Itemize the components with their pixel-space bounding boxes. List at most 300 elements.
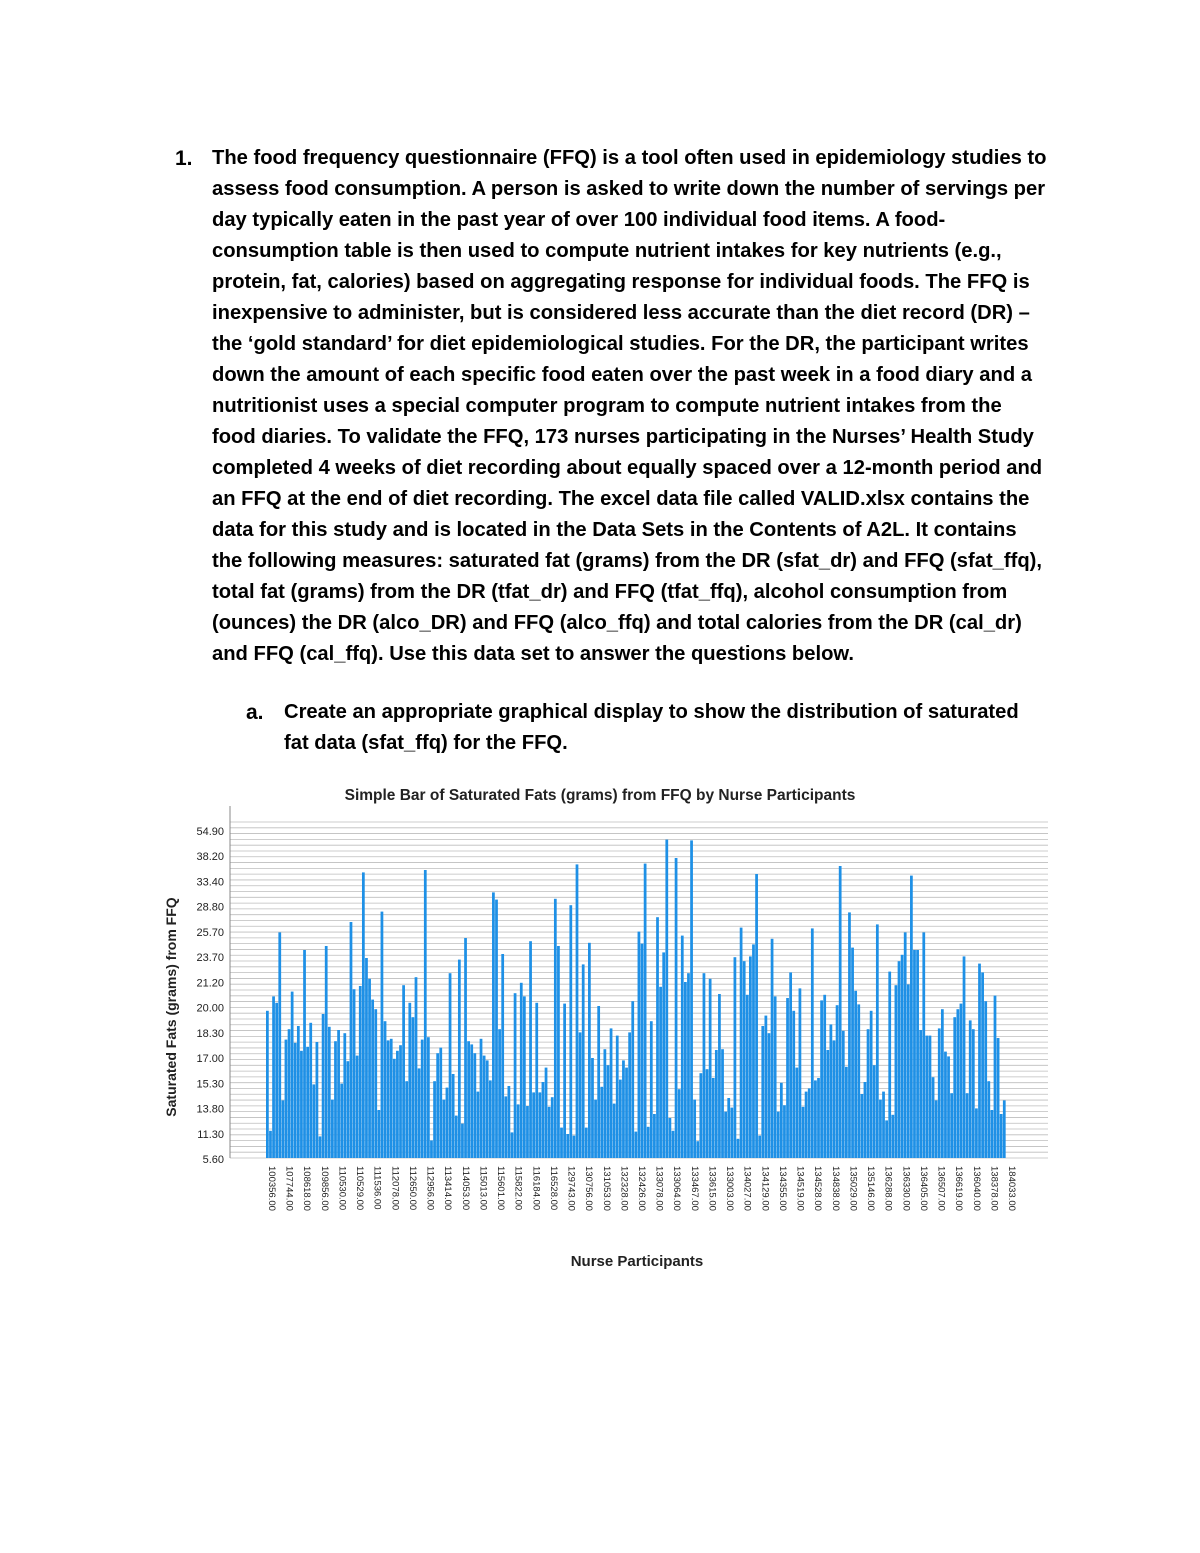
bar [393,1059,396,1158]
bar [616,1036,619,1158]
bar [703,973,706,1158]
bar [1000,1114,1003,1158]
bar [597,1006,600,1158]
bar [947,1056,950,1158]
bar [969,1020,972,1158]
bar [681,936,684,1158]
x-tick-label: 114053.00 [459,1166,471,1211]
question-line: food diaries. To validate the FFQ, 173 nurses participating in the Nurses’ Health Study [212,426,1034,448]
bar [907,984,910,1158]
x-tick-label: 136040.00 [970,1166,982,1211]
bar [356,1056,359,1158]
bar [870,1011,873,1158]
bar [427,1037,430,1158]
bar [545,1068,548,1158]
bar [563,1004,566,1158]
question-line: The food frequency questionnaire (FFQ) is a tool often used in epidemiology studies to [212,147,1047,169]
bar [771,939,774,1158]
bar [300,1051,303,1158]
y-axis-label: Saturated Fats (grams) from FFQ [163,897,179,1117]
bar [455,1116,458,1158]
y-tick-labels [196,826,224,1166]
bar [972,1029,975,1158]
bar [436,1053,439,1158]
bar [377,1110,380,1158]
bar [656,917,659,1158]
bar [613,1104,616,1158]
bar [910,876,913,1158]
x-tick-label: 136507.00 [935,1166,947,1211]
bar [523,996,526,1158]
bar [795,1068,798,1158]
x-tick-label: 133078.00 [653,1166,665,1211]
x-tick-label: 113414.00 [442,1166,454,1211]
subquestion-text [284,697,1064,759]
question-line: assess food consumption. A person is asked to write down the number of servings per [212,178,1046,200]
bar [347,1061,350,1158]
bar [693,1100,696,1158]
bar [981,972,984,1158]
bar [381,912,384,1158]
x-tick-label: 134129.00 [759,1166,771,1211]
bar [504,1096,507,1158]
bar [876,924,879,1158]
x-tick-label: 133003.00 [724,1166,736,1211]
bar [399,1045,402,1158]
bar [826,1050,829,1158]
bar [319,1136,322,1158]
bar [439,1048,442,1158]
chart-title: Simple Bar of Saturated Fats (grams) from FFQ by Nurse Participants [344,787,856,804]
question-line: day typically eaten in the past year of over 100 individual food items. A food- [212,209,946,231]
bar [854,991,857,1158]
y-tick-label: 20.00 [196,1002,224,1015]
y-tick-label: 17.00 [196,1053,224,1066]
bar [916,950,919,1158]
bar [867,1029,870,1158]
bar [879,1100,882,1158]
bar [904,932,907,1158]
bar [585,1128,588,1158]
bars [266,840,1006,1158]
bar [808,1088,811,1158]
bar [442,1100,445,1158]
bar [458,960,461,1158]
bar [579,1032,582,1158]
bar [709,979,712,1158]
question-number: 1. [175,147,193,170]
bar [820,1000,823,1158]
x-tick-label: 115013.00 [477,1166,489,1211]
bar [473,1053,476,1158]
bar [730,1108,733,1158]
bar [542,1082,545,1158]
bar [501,954,504,1158]
x-tick-label: 107744.00 [283,1166,295,1211]
bar [334,1041,337,1158]
bar [873,1065,876,1158]
bar [424,870,427,1158]
bar [514,993,517,1158]
bar [387,1040,390,1158]
bar [492,892,495,1158]
bar [830,1024,833,1158]
bar [724,1112,727,1158]
x-tick-label: 134528.00 [812,1166,824,1211]
x-tick-label: 134519.00 [794,1166,806,1211]
bar [402,985,405,1158]
bar [895,985,898,1158]
question-line: inexpensive to administer, but is considered less accurate than the diet record (DR) – [212,302,1030,324]
bar [746,995,749,1158]
bar [662,952,665,1158]
bar [610,1028,613,1158]
bar [699,1073,702,1158]
bar [953,1017,956,1158]
x-tick-label: 131053.00 [600,1166,612,1211]
bar [901,955,904,1158]
bar [498,1029,501,1158]
bar [963,956,966,1158]
question-line: total fat (grams) from the DR (tfat_dr) and FFQ (tfat_ffq), alcohol consumption from [212,581,1008,603]
bar [802,1107,805,1158]
bar [721,1049,724,1158]
bar [461,1124,464,1158]
x-tick-label: 135146.00 [865,1166,876,1211]
bar [511,1132,514,1158]
bar [768,1033,771,1158]
bar [489,1080,492,1158]
bar [780,1083,783,1158]
bar [486,1060,489,1158]
bar [582,964,585,1158]
x-tick-label: 116528.00 [547,1166,559,1211]
bar [777,1112,780,1158]
bar [898,961,901,1158]
x-tick-label: 112078.00 [389,1166,401,1211]
bar [919,1030,922,1158]
bar [483,1056,486,1158]
bar [975,1108,978,1158]
bar [984,1001,987,1158]
bar [994,996,997,1158]
x-tick-label: 134027.00 [741,1166,753,1211]
bar [331,1100,334,1158]
bar [294,1043,297,1158]
x-tick-labels [266,1166,1017,1211]
bar [913,950,916,1158]
bar [665,840,668,1158]
bar [470,1044,473,1158]
x-tick-label: 133467.00 [688,1166,700,1211]
bar [353,989,356,1158]
question-line: the ‘gold standard’ for diet epidemiological studies. For the DR, the participant writes [212,333,1029,355]
bar [631,1001,634,1158]
x-tick-label: 110529.00 [354,1166,366,1211]
question-line: the following measures: saturated fat (grams) from the DR (sfat_dr) and FFQ (sfat_ffq), [212,550,1043,572]
bar [390,1039,393,1158]
bar [538,1092,541,1158]
bar [842,1031,845,1158]
x-axis-label: Nurse Participants [570,1253,704,1270]
bar [935,1100,938,1158]
x-tick-label: 112956.00 [424,1166,436,1211]
bar [672,1131,675,1158]
x-tick-label: 112650.00 [407,1166,418,1211]
bar [811,928,814,1158]
bar [557,946,560,1158]
bar [532,1092,535,1158]
bar [1003,1100,1006,1158]
bar [944,1052,947,1158]
bar [764,1016,767,1158]
bar [761,1026,764,1158]
bar [960,1004,963,1158]
bar [845,1067,848,1158]
x-tick-label: 115601.00 [495,1166,506,1211]
bar [464,938,467,1158]
bar [625,1068,628,1158]
bar [885,1120,888,1158]
y-tick-label: 25.70 [196,926,224,939]
bar [755,874,758,1158]
bar [653,1114,656,1158]
subquestion-line: Create an appropriate graphical display to show the distribution of saturated [284,701,1019,723]
bar [576,864,579,1158]
bar [814,1080,817,1158]
bar [687,973,690,1158]
bar [978,964,981,1158]
x-tick-label: 134838.00 [829,1166,841,1211]
bar [839,866,842,1158]
bar [607,1065,610,1158]
bar [690,840,693,1158]
bar [517,1104,520,1158]
bar [715,1050,718,1158]
bar [634,1132,637,1158]
bar [529,941,532,1158]
bar [350,922,353,1158]
bar [588,943,591,1158]
bar [480,1039,483,1158]
bar [551,1097,554,1158]
bar [734,957,737,1158]
bar [786,998,789,1158]
bar [467,1041,470,1158]
bar [322,1014,325,1158]
bar [644,864,647,1158]
bar [743,961,746,1158]
x-tick-label: 136330.00 [900,1166,912,1211]
bar [520,983,523,1158]
bar [857,1004,860,1158]
bar [433,1081,436,1158]
bar [281,1100,284,1158]
bar [774,996,777,1158]
x-tick-label: 135029.00 [847,1166,859,1211]
bar [718,994,721,1158]
bar [891,1115,894,1158]
bar [396,1051,399,1158]
x-tick-label: 110530.00 [336,1166,348,1211]
x-tick-label: 111536.00 [371,1166,383,1210]
bar [306,1047,309,1158]
bar [922,932,925,1158]
x-tick-label: 134355.00 [777,1166,788,1211]
y-tick-label: 28.80 [196,901,224,914]
bar [285,1040,288,1158]
question-text [212,143,1072,670]
bar [706,1069,709,1158]
bar [792,1011,795,1158]
y-tick-label: 21.20 [196,977,224,990]
bar [412,1017,415,1158]
x-tick-label: 109856.00 [318,1166,330,1211]
bar [535,1003,538,1158]
bar [421,1040,424,1158]
bar [799,988,802,1158]
bar [752,944,755,1158]
bar [991,1110,994,1158]
bar [929,1036,932,1158]
x-tick-label: 133064.00 [671,1166,683,1211]
bar [269,1131,272,1158]
bar [316,1042,319,1158]
bar [408,1003,411,1158]
x-tick-label: 138378.00 [988,1166,1000,1211]
bar [740,928,743,1158]
y-tick-label: 33.40 [196,876,224,889]
x-tick-label: 136619.00 [953,1166,965,1211]
bar [817,1078,820,1158]
bar [272,996,275,1158]
y-tick-label: 23.70 [196,952,224,965]
bar [647,1127,650,1158]
bar [566,1134,569,1158]
bar [619,1080,622,1158]
bar [384,1021,387,1158]
bar [836,1005,839,1158]
bar [997,1038,1000,1158]
bar [675,858,678,1158]
bar [374,1009,377,1158]
bar [932,1077,935,1158]
bar [495,900,498,1158]
question-line: (ounces) the DR (alco_DR) and FFQ (alco_ffq) and total calories from the DR (cal_dr) [212,612,1022,634]
bar [641,944,644,1158]
bar [622,1060,625,1158]
bar [303,950,306,1158]
bar [430,1140,433,1158]
bar [278,932,281,1158]
bar [600,1087,603,1158]
bar [882,1092,885,1158]
bar [628,1032,631,1158]
question-line: an FFQ at the end of diet recording. The excel data file called VALID.xlsx contains the [212,488,1030,510]
bar [362,872,365,1158]
bar [266,1011,269,1158]
x-tick-label: 115822.00 [512,1166,524,1211]
bar [508,1086,511,1158]
bar [888,972,891,1158]
bar [446,1088,449,1158]
bar [727,1098,730,1158]
bar [987,1081,990,1158]
y-tick-label: 15.30 [196,1078,224,1091]
bar [638,932,641,1158]
bar [554,899,557,1158]
bar [926,1036,929,1158]
bar [758,1136,761,1158]
x-tick-label: 130756.00 [583,1166,595,1211]
y-tick-label: 38.20 [196,851,224,864]
question-line: nutritionist uses a special computer program to compute nutrient intakes from the [212,395,1002,417]
bar [737,1139,740,1158]
x-tick-label: 136405.00 [917,1166,929,1211]
x-tick-label: 108618.00 [301,1166,313,1211]
x-tick-label: 133615.00 [706,1166,718,1211]
bar [805,1092,808,1158]
bar [371,1000,374,1158]
bar [337,1030,340,1158]
question-line: down the amount of each specific food eaten over the past week in a food diary and a [212,364,1032,386]
bar [678,1089,681,1158]
bar [789,972,792,1158]
bar [275,1003,278,1158]
bar [864,1082,867,1158]
bar [956,1009,959,1158]
subquestion-label: a. [246,701,264,724]
bar [594,1100,597,1158]
bar [297,1026,300,1158]
bar [950,1093,953,1158]
question-line: protein, fat, calories) based on aggregating response for individual foods. The FFQ is [212,271,1030,293]
bar [833,1040,836,1158]
bar [573,1136,576,1158]
bar [288,1029,291,1158]
bar [938,1028,941,1158]
bar [325,946,328,1158]
bar [449,973,452,1158]
x-tick-label: 129743.00 [565,1166,577,1211]
question-line: data for this study and is located in the Data Sets in the Contents of A2L. It contains [212,519,1017,541]
x-tick-label: 132426.00 [636,1166,647,1211]
bar [851,948,854,1158]
bar [415,977,418,1158]
bar [526,1106,529,1158]
bar [783,1105,786,1158]
y-tick-label: 18.30 [196,1027,224,1040]
question-line: completed 4 weeks of diet recording about equally spaced over a 12-month period and [212,457,1043,479]
bar [291,992,294,1158]
bar [359,986,362,1158]
question-line: consumption table is then used to compute nutrient intakes for key nutrients (e.g., [212,240,1002,262]
bar [452,1074,455,1158]
bar [569,905,572,1158]
bar [477,1092,480,1158]
bar [548,1107,551,1158]
bar [823,995,826,1158]
subquestion-line: fat data (sfat_ffq) for the FFQ. [284,732,568,754]
bar [328,1027,331,1158]
bar [603,1049,606,1158]
y-tick-label: 5.60 [202,1154,224,1166]
bar [848,912,851,1158]
bar [650,1021,653,1158]
x-tick-label: 136288.00 [882,1166,894,1211]
bar [696,1141,699,1158]
bar [966,1093,969,1158]
